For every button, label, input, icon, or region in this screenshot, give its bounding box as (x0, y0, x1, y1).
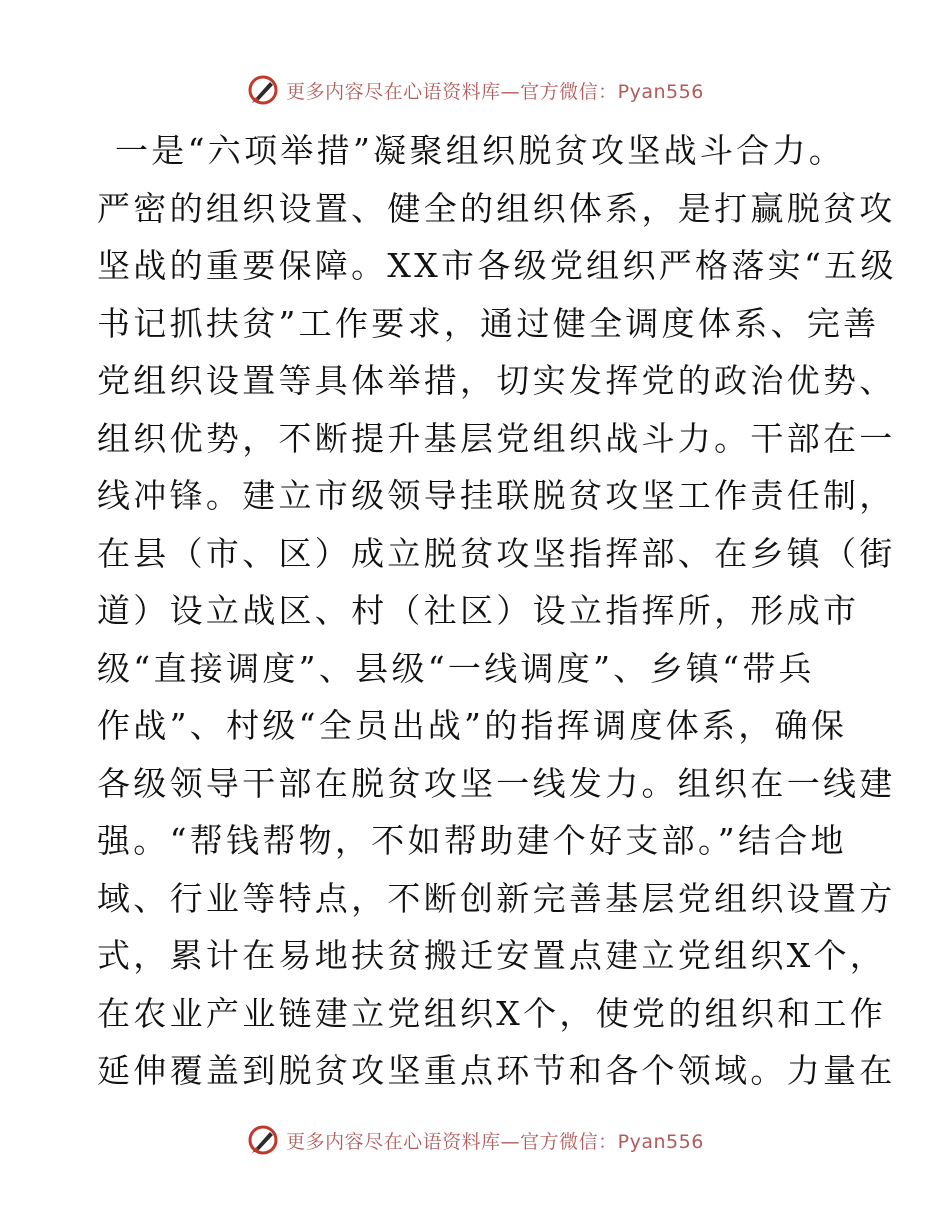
text-line: 在县（市、区）成立脱贫攻坚指挥部、在乡镇（街 (97, 533, 896, 573)
text-line: 域、行业等特点，不断创新完善基层党组织设置方 (97, 878, 896, 918)
text-line: 式，累计在易地扶贫搬迁安置点建立党组织X个， (97, 936, 887, 975)
text-line: 党组织设置等具体举措，切实发挥党的政治优势、 (97, 361, 896, 400)
text-line: 线冲锋。建立市级领导挂联脱贫攻坚工作责任制， (97, 476, 896, 515)
text-line: 各级领导干部在脱贫攻坚一线发力。组织在一线建 (97, 763, 896, 803)
watermark-text: 更多内容尽在心语资料库—官方微信：Pyan556 (286, 80, 704, 103)
pen-nib-logo-icon (246, 73, 280, 107)
text-line: 一是“六项举措”凝聚组织脱贫攻坚战斗合力。 (115, 131, 846, 170)
text-line: 坚战的重要保障。XX市各级党组织严格落实“五级 (97, 246, 897, 285)
watermark-text: 更多内容尽在心语资料库—官方微信：Pyan556 (286, 1130, 704, 1153)
document-body (97, 122, 897, 1100)
header-watermark (0, 70, 950, 110)
text-line: 在农业产业链建立党组织X个，使党的组织和工作 (97, 993, 887, 1033)
text-line: 级“直接调度”、县级“一线调度”、乡镇“带兵 (97, 648, 815, 688)
text-line: 延伸覆盖到脱贫攻坚重点环节和各个领域。力量在 (97, 1051, 896, 1090)
footer-watermark (0, 1120, 950, 1160)
text-line: 书记抓扶贫”工作要求，通过健全调度体系、完善 (97, 303, 880, 343)
pen-nib-logo-icon (246, 1123, 280, 1157)
text-line: 道）设立战区、村（社区）设立指挥所，形成市 (97, 591, 860, 630)
text-line: 强。“帮钱帮物，不如帮助建个好支部。”结合地 (97, 821, 847, 860)
text-line: 严密的组织设置、健全的组织体系，是打赢脱贫攻 (97, 188, 896, 228)
text-line: 组织优势，不断提升基层党组织战斗力。干部在一 (97, 418, 896, 458)
text-line: 作战”、村级“全员出战”的指挥调度体系，确保 (97, 706, 848, 745)
